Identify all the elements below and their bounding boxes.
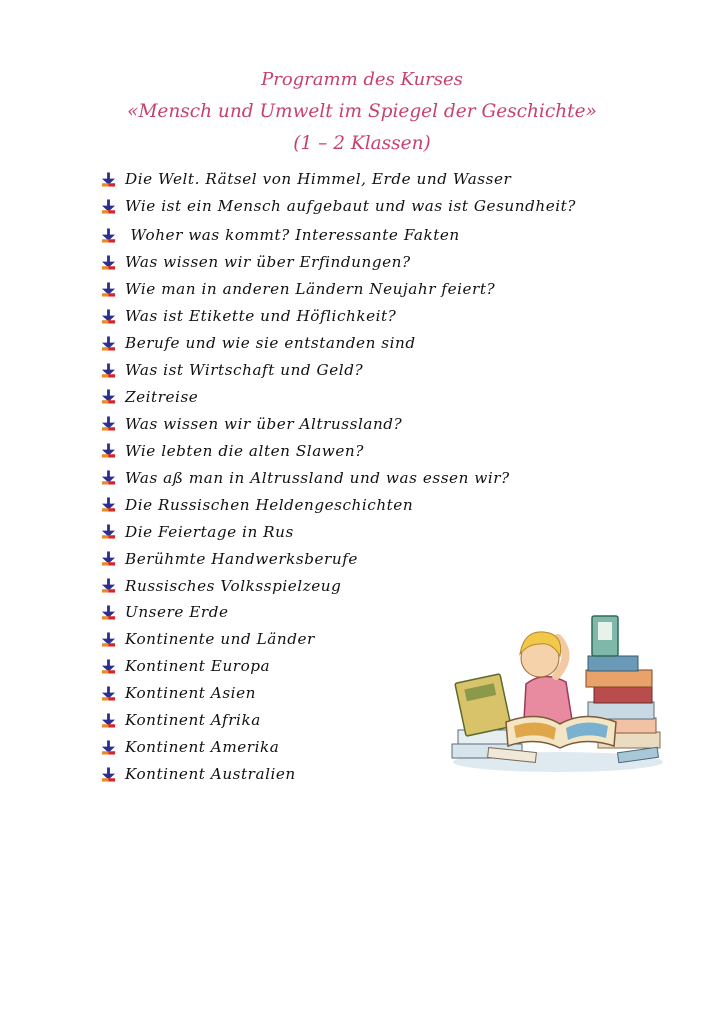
arrow-bullet-icon — [101, 686, 116, 701]
arrow-bullet-icon — [101, 497, 116, 512]
topic-text: Was wissen wir über Erfindungen? — [125, 253, 411, 272]
arrow-bullet-icon — [101, 363, 116, 378]
topic-text: Unsere Erde — [125, 603, 229, 622]
list-item — [101, 166, 576, 193]
list-item — [101, 276, 576, 303]
arrow-bullet-icon — [101, 605, 116, 620]
list-item — [101, 303, 576, 330]
arrow-bullet-icon — [101, 470, 116, 485]
topic-text: Berufe und wie sie entstanden sind — [125, 334, 416, 353]
arrow-bullet-icon — [101, 228, 116, 243]
list-item — [101, 437, 576, 464]
list-item — [101, 330, 576, 357]
topic-text: Die Welt. Rätsel von Himmel, Erde und Wasser — [125, 170, 512, 189]
list-item — [101, 491, 576, 518]
list-item — [101, 545, 576, 572]
topic-text: Wie man in anderen Ländern Neujahr feiert? — [125, 280, 496, 299]
arrow-bullet-icon — [101, 659, 116, 674]
arrow-bullet-icon — [101, 282, 116, 297]
arrow-bullet-icon — [101, 524, 116, 539]
topic-text: Kontinent Europa — [125, 657, 271, 676]
course-title-block — [0, 64, 724, 160]
arrow-bullet-icon — [101, 172, 116, 187]
arrow-bullet-icon — [101, 713, 116, 728]
topic-text: Was ist Etikette und Höflichkeit? — [125, 307, 397, 326]
topic-text: Wie lebten die alten Slawen? — [125, 441, 364, 460]
topic-text: Was ist Wirtschaft und Geld? — [125, 361, 364, 380]
topic-text: Kontinent Asien — [125, 684, 256, 703]
topic-text: Zeitreise — [125, 387, 199, 406]
topic-text: Woher was kommt? Interessante Fakten — [125, 226, 460, 245]
topic-text: Kontinent Australien — [125, 765, 296, 784]
arrow-bullet-icon — [101, 767, 116, 782]
topic-text: Die Russischen Heldengeschichten — [125, 495, 414, 514]
topic-text: Kontinent Amerika — [125, 738, 280, 757]
topic-text: Berühmte Handwerksberufe — [125, 549, 358, 568]
arrow-bullet-icon — [101, 578, 116, 593]
arrow-bullet-icon — [101, 632, 116, 647]
title-line-grades: (1 – 2 Klassen) — [293, 133, 431, 154]
list-item — [101, 193, 576, 220]
title-line-course-name: «Mensch und Umwelt im Spiegel der Geschichte» — [127, 101, 597, 122]
arrow-bullet-icon — [101, 416, 116, 431]
list-item — [101, 518, 576, 545]
list-item — [101, 357, 576, 384]
topic-text: Wie ist ein Mensch aufgebaut und was ist Gesundheit? — [125, 197, 576, 216]
topic-text: Was aß man in Altrussland und was essen wir? — [125, 468, 510, 487]
arrow-bullet-icon — [101, 199, 116, 214]
child-reading-books-illustration — [448, 612, 670, 774]
arrow-bullet-icon — [101, 551, 116, 566]
arrow-bullet-icon — [101, 443, 116, 458]
list-item — [101, 222, 576, 249]
title-line-program: Programm des Kurses — [261, 69, 463, 90]
arrow-bullet-icon — [101, 309, 116, 324]
arrow-bullet-icon — [101, 336, 116, 351]
list-item — [101, 464, 576, 491]
topic-text: Russisches Volksspielzeug — [125, 576, 342, 595]
topic-text: Die Feiertage in Rus — [125, 522, 294, 541]
topic-text: Kontinente und Länder — [125, 630, 315, 649]
arrow-bullet-icon — [101, 740, 116, 755]
list-item — [101, 572, 576, 599]
topic-text: Was wissen wir über Altrussland? — [125, 414, 403, 433]
list-item — [101, 249, 576, 276]
arrow-bullet-icon — [101, 389, 116, 404]
list-item — [101, 410, 576, 437]
topic-text: Kontinent Afrika — [125, 711, 261, 730]
arrow-bullet-icon — [101, 255, 116, 270]
list-item — [101, 384, 576, 411]
